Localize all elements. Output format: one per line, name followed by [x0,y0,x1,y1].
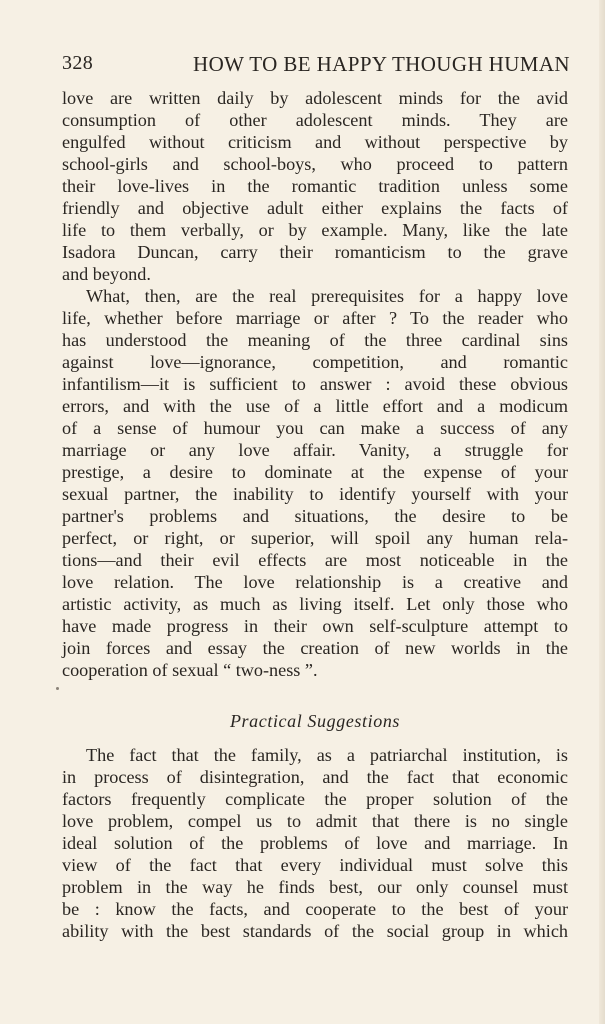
text-line: engulfed without criticism and without perspective by [62,132,568,152]
text-line: problem in the way he finds best, our only counsel must [62,877,568,897]
text-line: of a sense of humour you can make a success of any [62,418,568,438]
text-line: life, whether before marriage or after ? To the reader who [62,308,568,328]
text-line: love problem, compel us to admit that there is no single [62,811,568,831]
text-line: love are written daily by adolescent minds for the avid [62,88,568,108]
text-line: join forces and essay the creation of new worlds in the [62,638,568,658]
text-line: infantilism—it is sufficient to answer : avoid these obvious [62,374,568,394]
text-line: be : know the facts, and cooperate to the best of your [62,899,568,919]
text-line: in process of disintegration, and the fact that economic [62,767,568,787]
text-line: friendly and objective adult either explains the facts of [62,198,568,218]
text-line: life to them verbally, or by example. Many, like the late [62,220,568,240]
text-line: cooperation of sexual “ two-ness ”. [62,660,318,680]
running-title: HOW TO BE HAPPY THOUGH HUMAN [193,52,570,76]
ink-speck [56,687,59,690]
text-line: tions—and their evil effects are most noticeable in the [62,550,568,570]
text-line: against love—ignorance, competition, and romantic [62,352,568,372]
text-line: What, then, are the real prerequisites for a happy love [86,286,568,306]
text-line: love relation. The love relationship is a creative and [62,572,568,592]
page-edge-shadow [599,0,605,1024]
text-line: The fact that the family, as a patriarchal institution, is [86,745,568,765]
text-line: their love-lives in the romantic tradition unless some [62,176,568,196]
text-line: perfect, or right, or superior, will spoil any human rela- [62,528,568,548]
text-line: prestige, a desire to dominate at the expense of your [62,462,568,482]
text-line: and beyond. [62,264,151,284]
text-line: ideal solution of the problems of love and marriage. In [62,833,568,853]
page-number: 328 [62,52,94,74]
text-line: factors frequently complicate the proper solution of the [62,789,568,809]
text-line: marriage or any love affair. Vanity, a struggle for [62,440,568,460]
text-line: errors, and with the use of a little effort and a modicum [62,396,568,416]
text-line: sexual partner, the inability to identify yourself with your [62,484,568,504]
text-line: Isadora Duncan, carry their romanticism to the grave [62,242,568,262]
paragraph-3 [62,744,568,942]
paragraph-1 [62,87,568,285]
text-line: view of the fact that every individual must solve this [62,855,568,875]
text-line: ability with the best standards of the social group in which [62,921,568,941]
text-line: consumption of other adolescent minds. They are [62,110,568,130]
text-line: has understood the meaning of the three cardinal sins [62,330,568,350]
text-line: have made progress in their own self-sculpture attempt to [62,616,568,636]
paragraph-2 [62,285,568,681]
section-heading: Practical Suggestions [229,711,401,731]
text-line: artistic activity, as much as living itself. Let only those who [62,594,568,614]
running-header [62,52,574,80]
text-line: school-girls and school-boys, who proceed to pattern [62,154,568,174]
text-line: partner's problems and situations, the desire to be [62,506,568,526]
